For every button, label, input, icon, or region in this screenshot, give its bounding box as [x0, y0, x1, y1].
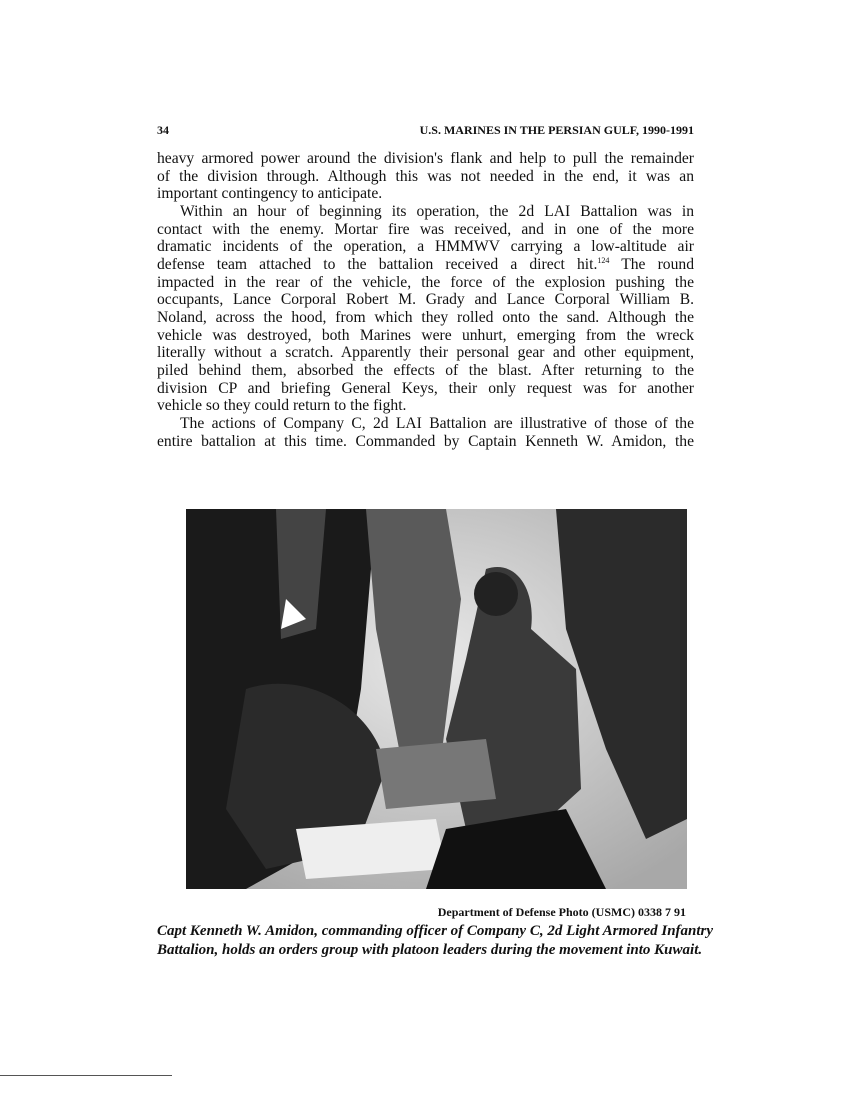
footnote-reference: 124 — [597, 255, 610, 265]
text-line: entire battalion at this time. Commanded by Captain Kenneth W. Amidon, the — [157, 432, 694, 450]
text-line: vehicle so they could return to the fight. — [157, 397, 407, 415]
text-line: occupants, Lance Corporal Robert M. Grady and Lance Corporal William B. — [157, 291, 694, 309]
text-line: Noland, across the hood, from which they rolled onto the sand. Although the — [157, 308, 694, 326]
text-line: heavy armored power around the division's flank and help to pull the remainder — [157, 150, 694, 167]
text-line: important contingency to anticipate. — [157, 185, 383, 203]
text-segment: defense team attached to the battalion received a direct hit. — [157, 255, 598, 273]
footnote-divider — [0, 1075, 172, 1076]
text-line: Within an hour of beginning its operation, the 2d LAI Battalion was in — [180, 202, 694, 220]
photo-illustration — [186, 509, 687, 889]
text-line: contact with the enemy. Mortar fire was received, and in one of the more — [157, 220, 694, 238]
photo-credit: Department of Defense Photo (USMC) 0338 7 91 — [437, 905, 686, 919]
caption-line: Capt Kenneth W. Amidon, commanding officer of Company C, 2d Light Armored Infantry — [157, 923, 714, 939]
text-segment: The round — [621, 255, 694, 273]
text-line: dramatic incidents of the operation, a HMMWV carrying a low-altitude air — [157, 238, 694, 256]
text-line: impacted in the rear of the vehicle, the force of the explosion pushing the — [157, 273, 694, 291]
text-line: literally without a scratch. Apparently their personal gear and other equipment, — [157, 344, 694, 362]
running-title: U.S. MARINES IN THE PERSIAN GULF, 1990-1991 — [419, 123, 694, 137]
page-number: 34 — [157, 123, 169, 137]
text-line: of the division through. Although this was not needed in the end, it was an — [157, 167, 694, 185]
text-line: division CP and briefing General Keys, their only request was for another — [157, 379, 694, 397]
body-text — [157, 150, 694, 450]
text-line: piled behind them, absorbed the effects of the blast. After returning to the — [157, 361, 694, 379]
text-line: The actions of Company C, 2d LAI Battalion are illustrative of those of the — [180, 414, 694, 432]
text-line: vehicle was destroyed, both Marines were unhurt, emerging from the wreck — [157, 326, 694, 344]
photograph — [186, 509, 687, 889]
text-line — [157, 256, 694, 274]
caption-line: Battalion, holds an orders group with platoon leaders during the movement into Kuwait. — [157, 941, 703, 958]
photo-caption — [157, 922, 714, 959]
